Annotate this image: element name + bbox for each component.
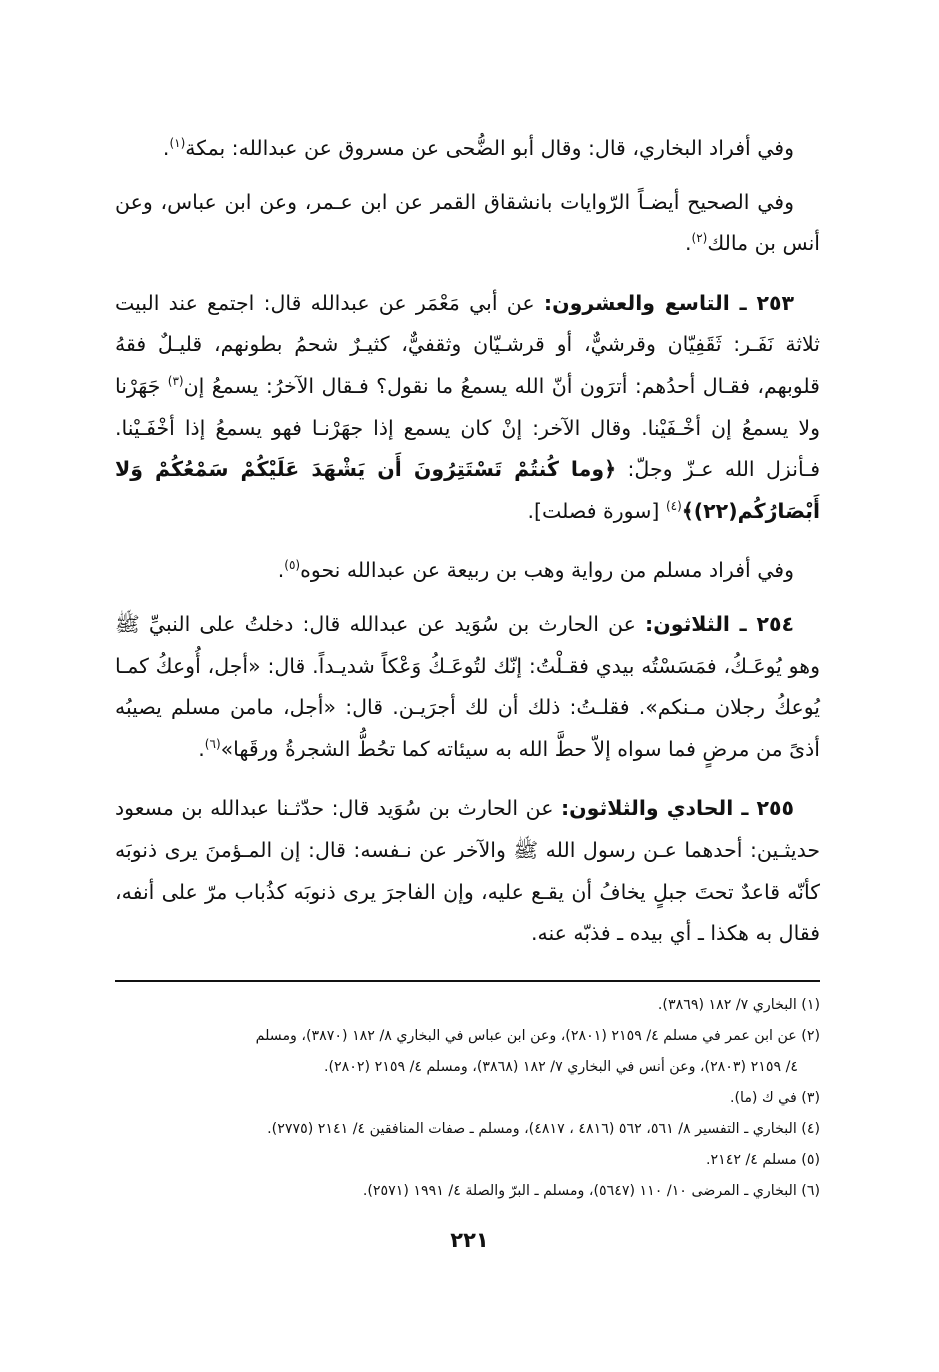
footnote-ref-6[interactable]: (٦) [204,736,221,751]
hadith-253-text: عن أبي مَعْمَر عن عبدالله قال: اجتمع عند البيت ثلاثة نَفَـر: ثَقَفِيّان وقرشيٌّ، أو قرشـيّان وثقفيٌّ، كثيـرٌ شحمُ بطونهم، قليـلٌ فقهُ قلوبهم، فقـال أحدُهم: أترَون أنّ الله يسمعُ ما نقول؟ فـقال الآخرُ: يسمعُ إن [115,290,820,398]
footnote-3: (٣) في ك (ما). [729,1090,820,1106]
quran-verse: ﴿وما كُنتُمْ تَسْتَتِرُونَ أَن يَشْهَدَ عَلَيْكُمْ سَمْعُكُمْ وَلا أَبْصَارُكُم(٢٢)﴾ [115,457,820,523]
footnote-ref-5[interactable]: (٥) [284,558,301,573]
page-number: ٢٢١ [450,1228,489,1252]
footnote-5: (٥) مسلم ٤/ ٢١٤٢. [705,1152,820,1168]
paragraph-muslim-text: وفي أفراد مسلم من رواية وهب بن ربيعة عن عبدالله نحوه [300,558,794,583]
footnotes [115,990,820,1207]
footnote-6: (٦) البخاري ـ المرضى ١٠/ ١١٠ (٥٦٤٧)، ومسلم ـ البرّ والصلة ٤/ ١٩٩١ (٢٥٧١). [362,1183,820,1199]
footnote-ref-4[interactable]: (٤) [665,498,682,513]
paragraph-2 [115,182,820,265]
hadith-255-text: عن الحارث بن سُوَيد قال: حدّثـنا عبدالله بن مسعود حديثـين: أحدهما عـن رسول الله ﷺ والآخر عن نـفسه: قال: إن المـؤمنَ يرى ذنوبَه كأنّه قاعدٌ تحتَ جبلٍ يخافُ أن يقـع عليه، وإن الفاجرَ يرى ذنوبَه كذُباب مرّ على أنفه، فقال به هكذا ـ أي بيده ـ فذبّه عنه. [115,796,820,946]
footnote-ref-2[interactable]: (٢) [691,231,708,246]
hadith-254 [115,604,820,770]
hadith-255 [115,788,820,954]
paragraph-1-text: وفي أفراد البخاري، قال: وقال أبو الضُّحى عن مسروق عن عبدالله: بمكة [185,136,794,160]
paragraph-muslim-tail: . [277,558,285,583]
footnote-2 [115,1021,820,1083]
paragraph-2-tail: . [685,231,692,256]
hadith-253-heading: ٢٥٣ ـ التاسع والعشرون: [543,290,794,315]
footnote-2-continuation: ٤/ ٢١٥٩ (٢٨٠٣)، وعن أنس في البخاري ٧/ ١٨٢ (٣٨٦٨)، ومسلم ٤/ ٢١٥٩ (٢٨٠٢). [324,1059,798,1075]
surah-reference: [سورة فصلت]. [527,498,660,523]
paragraph-1 [115,128,820,170]
footnote-2-text: (٢) عن ابن عمر في مسلم ٤/ ٢١٥٩ (٢٨٠١)، وعن ابن عباس في البخاري ٨/ ١٨٢ (٣٨٧٠)، ومسلم [255,1028,820,1044]
footnote-divider [115,980,820,982]
main-text [115,128,820,955]
paragraph-2-text: وفي الصحيح أيضـاً الرّوايات بانشقاق القمر عن ابن عـمر، وعن ابن عباس، وعن أنس بن مالك [115,189,820,256]
hadith-254-heading: ٢٥٤ ـ الثلاثون: [645,611,794,636]
hadith-254-text: عن الحارث بن سُوَيد عن عبدالله قال: دخلتُ على النبيِّ ﷺ وهو يُوعَـكُ، فمَسَسْتُه بيدي فقـلْتُ: إنّك لتُوعَـكُ وَعْكاً شديـداً. قال: «أجل، أُوعكُ كمـا يُوعكُ رجلان مـنكم». فقلـتُ: ذلك أن لك أجرَيـن. قال: «أجل، مامن مسلم يصيبُه أذىً من مرضٍ فما سواه إلاّ حطَّ الله به سيئاته كما تحُطُّ الشجرةُ ورقَها» [115,611,820,761]
paragraph-muslim [115,550,820,592]
footnote-4: (٤) البخاري ـ التفسير ٨/ ٥٦١، ٥٦٢ (٤٨١٦ ، ٤٨١٧)، ومسلم ـ صفات المنافقين ٤/ ٢١٤١ (٢٧٧٥). [267,1121,820,1137]
footnote-1: (١) البخاري ٧/ ١٨٢ (٣٨٦٩). [657,997,820,1013]
paragraph-1-tail: . [162,136,170,160]
hadith-253-text-2: جَهَرْنا ولا يسمعُ إن أخْـفَيْنا. وقال الآخر: إنْ كان يسمع إذا جهَرْنـا فهو يسمعُ إذا أخْفَـيْنا. فـأنزل الله عـزّ وجلّ: [115,373,820,482]
hadith-254-tail: . [198,736,205,761]
footnote-ref-3[interactable]: (٣) [167,374,184,389]
hadith-255-heading: ٢٥٥ ـ الحادي والثلاثون: [560,796,794,821]
footnote-ref-1[interactable]: (١) [169,136,186,151]
hadith-253 [115,283,820,533]
